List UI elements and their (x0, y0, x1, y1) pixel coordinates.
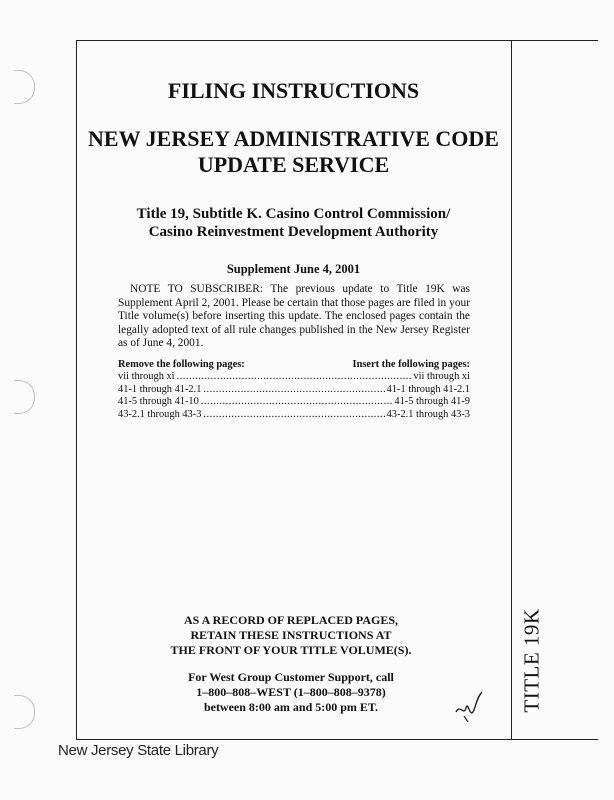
record-line2: RETAIN THESE INSTRUCTIONS AT (190, 628, 392, 642)
supplement-date: Supplement June 4, 2001 (226, 262, 361, 276)
support-line1: For West Group Customer Support, call (188, 670, 394, 684)
insert-header: Insert the following pages: (352, 359, 470, 370)
customer-support (160, 670, 422, 715)
service-title (76, 126, 511, 178)
library-stamp: New Jersey State Library (58, 742, 219, 759)
remove-cell: 43-2.1 through 43-3 (118, 408, 202, 420)
table-row (118, 371, 470, 383)
subtitle-line2: Casino Reinvestment Development Authority (148, 224, 439, 240)
record-instructions (160, 613, 422, 658)
punch-hole-icon (14, 70, 35, 104)
table-row (118, 409, 470, 421)
filing-instructions-heading: FILING INSTRUCTIONS (167, 78, 420, 103)
spine-label: TITLE 19K (519, 607, 544, 713)
remove-cell: 41-5 through 41-10 (118, 396, 199, 408)
leader-dots (201, 396, 393, 408)
remove-cell: 41-1 through 41-2.1 (118, 383, 202, 395)
subscriber-note: NOTE TO SUBSCRIBER: The previous update to Title 19K was Supplement April 2, 2001. Please be certain that those pages are filed in your Title volume(s) before inserting this update. The enclosed pages contain the legally adopted text of all rule changes published in the New Jersey Register as of June 4, 2001. (118, 283, 470, 350)
insert-cell: vii through xi (413, 371, 470, 383)
insert-cell: 43-2.1 through 43-3 (386, 408, 470, 420)
leader-dots (203, 409, 384, 421)
service-title-line2: UPDATE SERVICE (197, 152, 390, 177)
record-line3: THE FRONT OF YOUR TITLE VOLUME(S). (170, 643, 412, 657)
leader-dots (177, 371, 412, 383)
table-row (118, 384, 470, 396)
insert-cell: 41-1 through 41-2.1 (386, 383, 470, 395)
punch-hole-icon (14, 695, 35, 729)
handwritten-mark-icon (452, 686, 488, 726)
subtitle-line1: Title 19, Subtitle K. Casino Control Commission/ (136, 206, 451, 222)
leader-dots (203, 384, 384, 396)
punch-hole-icon (14, 380, 35, 414)
remove-cell: vii through xi (118, 371, 175, 383)
support-line3: between 8:00 am and 5:00 pm ET. (203, 700, 379, 714)
table-row (118, 396, 470, 408)
insert-cell: 41-5 through 41-9 (394, 396, 470, 408)
subtitle (76, 205, 511, 241)
page-replacement-table (118, 359, 470, 421)
spine-tab (508, 605, 556, 715)
remove-header: Remove the following pages: (118, 359, 245, 370)
support-line2: 1–800–808–WEST (1–800–808–9378) (196, 685, 386, 699)
record-line1: AS A RECORD OF REPLACED PAGES, (183, 613, 399, 627)
service-title-line1: NEW JERSEY ADMINISTRATIVE CODE (88, 126, 499, 151)
table-header (118, 359, 470, 371)
